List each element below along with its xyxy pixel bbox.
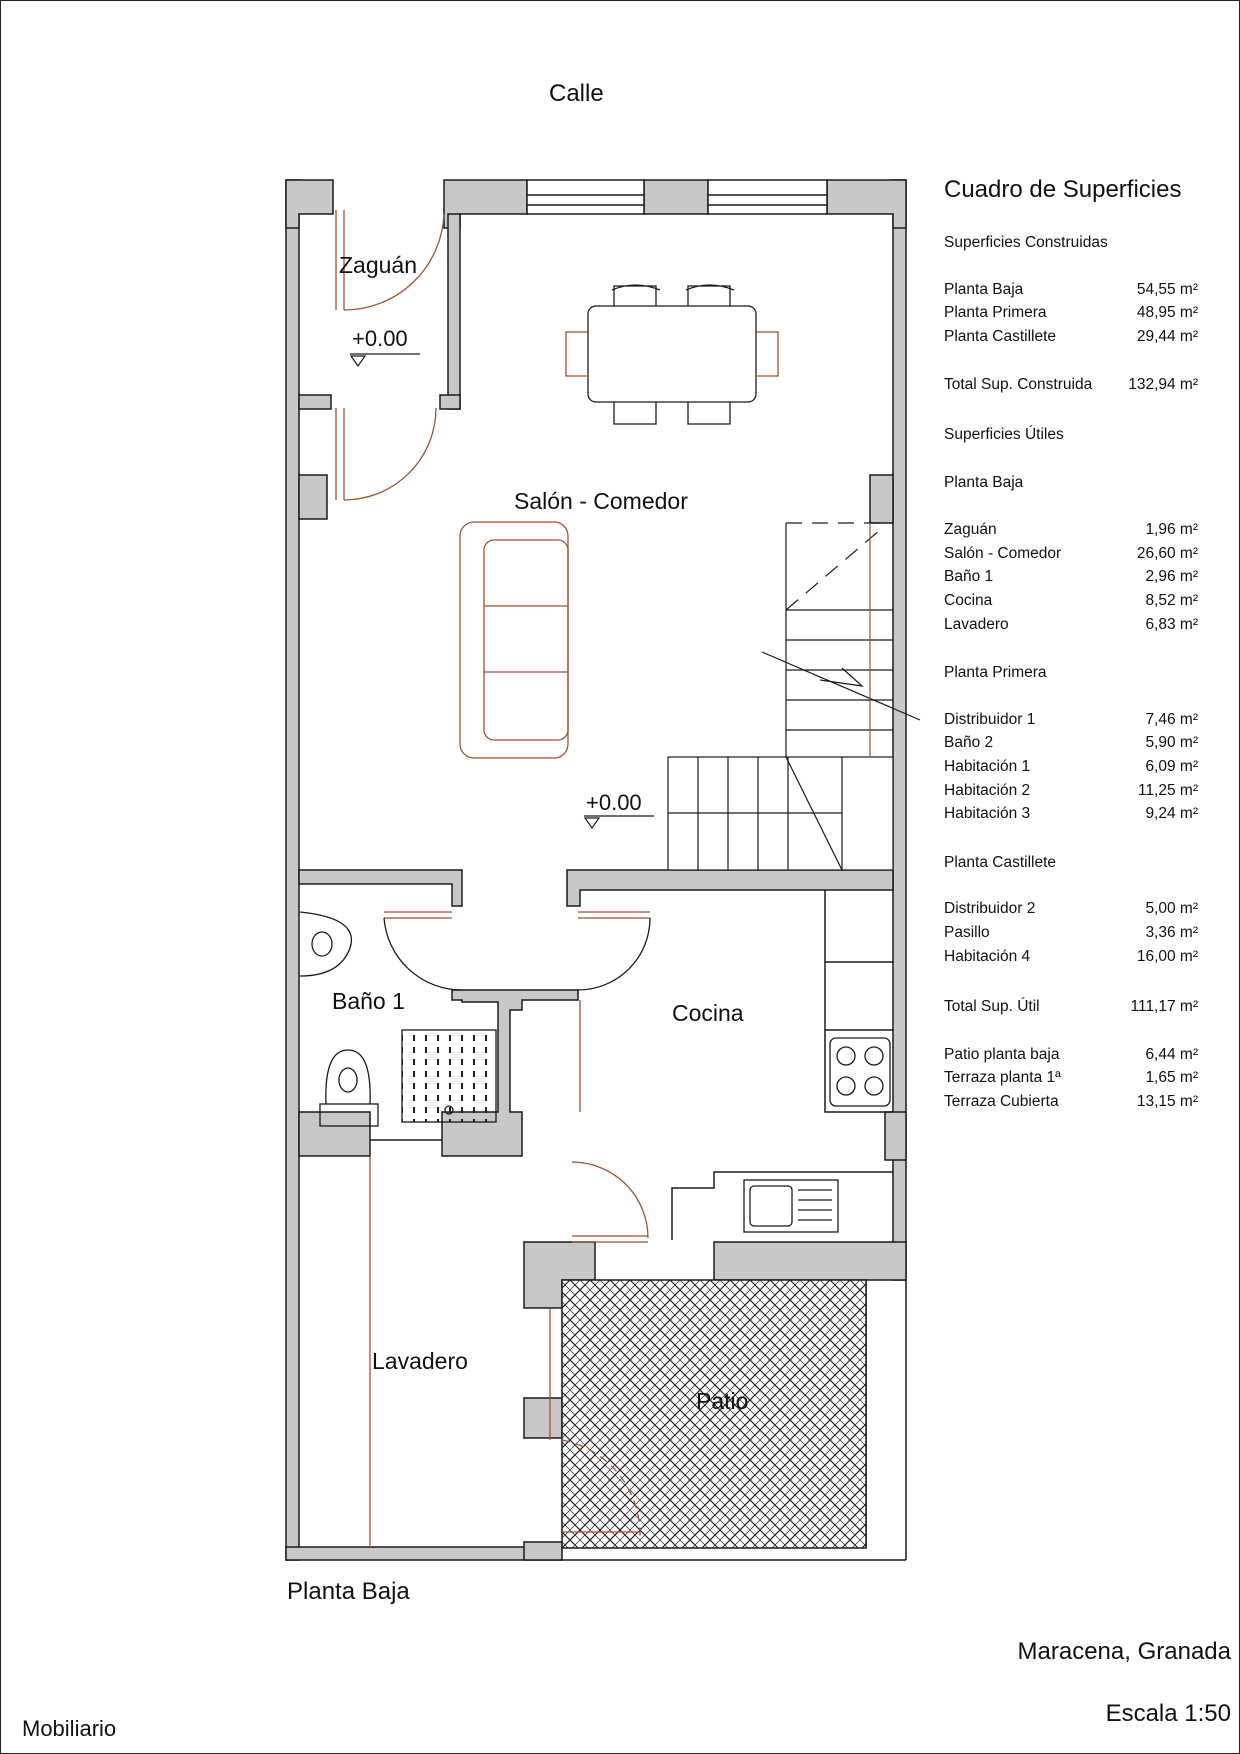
table-row: Pasillo 3,36 m² <box>944 924 1198 941</box>
table-row: Habitación 3 9,24 m² <box>944 805 1198 822</box>
table-row: Patio planta baja 6,44 m² <box>944 1046 1198 1063</box>
built-total-row: Total Sup. Construida 132,94 m² <box>944 376 1198 393</box>
areas-table-title: Cuadro de Superficies <box>944 176 1182 203</box>
layer-label: Mobiliario <box>22 1716 117 1741</box>
table-row: Zaguán 1,96 m² <box>944 521 1198 538</box>
level-marks <box>350 354 654 828</box>
table-row: Distribuidor 2 5,00 m² <box>944 900 1198 917</box>
table-row: Distribuidor 1 7,46 m² <box>944 711 1198 728</box>
table-row: Baño 2 5,90 m² <box>944 734 1198 751</box>
table-row: Terraza planta 1ª 1,65 m² <box>944 1069 1198 1086</box>
room-label-lavadero: Lavadero <box>372 1348 468 1374</box>
room-label-zaguan: Zaguán <box>339 252 418 278</box>
level-label-zaguan: +0.00 <box>352 326 408 351</box>
table-row: Baño 1 2,96 m² <box>944 568 1198 585</box>
useful-total-row: Total Sup. Útil 111,17 m² <box>944 998 1198 1015</box>
room-label-salon: Salón - Comedor <box>514 488 688 514</box>
first-heading: Planta Primera <box>944 664 1047 681</box>
table-row: Lavadero 6,83 m² <box>944 616 1198 633</box>
stairs <box>668 523 920 870</box>
table-row: Habitación 4 16,00 m² <box>944 948 1198 965</box>
room-label-bano: Baño 1 <box>332 988 405 1014</box>
roof-heading: Planta Castillete <box>944 854 1057 871</box>
scale-label: Escala 1:50 <box>1105 1700 1231 1727</box>
table-row: Salón - Comedor 26,60 m² <box>944 545 1198 562</box>
table-row: Planta Primera 48,95 m² <box>944 304 1198 321</box>
table-row: Planta Baja 54,55 m² <box>944 281 1198 298</box>
table-row: Habitación 2 11,25 m² <box>944 782 1198 799</box>
level-label-salon: +0.00 <box>586 790 642 815</box>
built-heading: Superficies Construidas <box>944 234 1108 251</box>
street-label: Calle <box>549 80 604 107</box>
table-row: Terraza Cubierta 13,15 m² <box>944 1093 1198 1110</box>
table-row: Cocina 8,52 m² <box>944 592 1198 609</box>
room-label-patio: Patio <box>696 1388 749 1414</box>
table-row: Planta Castillete 29,44 m² <box>944 328 1198 345</box>
useful-heading: Superficies Útiles <box>944 426 1064 443</box>
table-row: Habitación 1 6,09 m² <box>944 758 1198 775</box>
location-label: Maracena, Granada <box>1017 1638 1231 1665</box>
ground-heading: Planta Baja <box>944 474 1024 491</box>
room-label-cocina: Cocina <box>672 1000 744 1026</box>
plan-title: Planta Baja <box>287 1578 410 1605</box>
